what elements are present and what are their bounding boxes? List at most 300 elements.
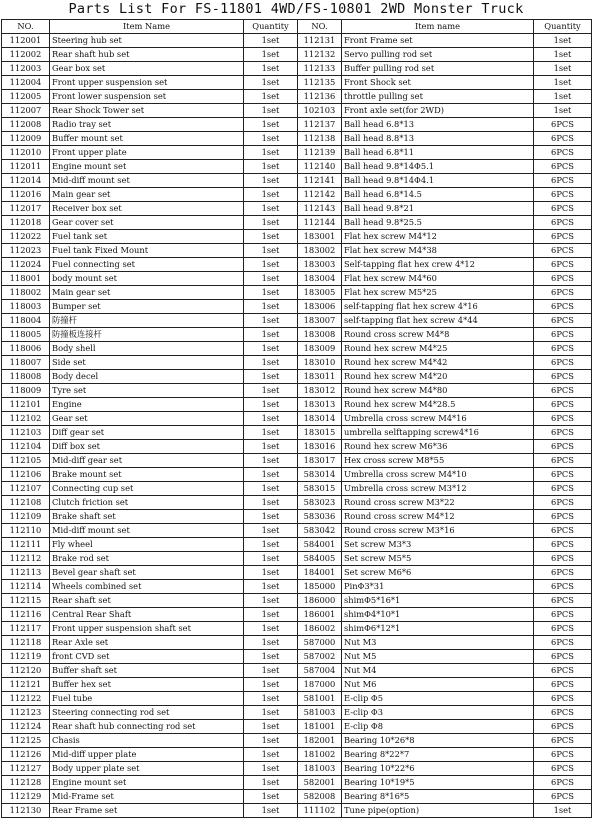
quantity: 1set <box>244 482 298 496</box>
part-number-right: 583042 <box>298 524 342 538</box>
quantity: 1set <box>244 496 298 510</box>
quantity: 1set <box>244 748 298 762</box>
part-number-right: 111102 <box>298 804 342 818</box>
table-row <box>2 384 592 398</box>
item-name: Front upper suspension shaft set <box>50 622 244 636</box>
quantity: 1set <box>244 90 298 104</box>
table-row <box>2 482 592 496</box>
part-number-right: 187000 <box>298 678 342 692</box>
item-name: Connecting cup set <box>50 482 244 496</box>
item-name-right: Umbrella cross screw M3*12 <box>342 482 534 496</box>
part-number: 118007 <box>2 356 50 370</box>
quantity: 1set <box>244 594 298 608</box>
part-number: 118004 <box>2 314 50 328</box>
quantity: 1set <box>244 524 298 538</box>
quantity-right: 6PCS <box>534 524 592 538</box>
quantity-right: 6PCS <box>534 762 592 776</box>
part-number-right: 186002 <box>298 622 342 636</box>
part-number: 112101 <box>2 398 50 412</box>
part-number: 112014 <box>2 174 50 188</box>
item-name-right: Round cross screw M3*16 <box>342 524 534 538</box>
table-row <box>2 48 592 62</box>
part-number-right: 112132 <box>298 48 342 62</box>
part-number-right: 112135 <box>298 76 342 90</box>
item-name-right: Round hex screw M6*36 <box>342 440 534 454</box>
item-name: Diff box set <box>50 440 244 454</box>
quantity-right: 6PCS <box>534 748 592 762</box>
quantity-right: 1set <box>534 62 592 76</box>
header-item-name-right: Item name <box>342 20 534 34</box>
quantity-right: 6PCS <box>534 398 592 412</box>
quantity-right: 1set <box>534 104 592 118</box>
quantity-right: 6PCS <box>534 692 592 706</box>
part-number: 112008 <box>2 118 50 132</box>
part-number: 112003 <box>2 62 50 76</box>
part-number: 112105 <box>2 454 50 468</box>
part-number-right: 112138 <box>298 132 342 146</box>
item-name: Mid-diff upper plate <box>50 748 244 762</box>
part-number-right: 183013 <box>298 398 342 412</box>
quantity: 1set <box>244 342 298 356</box>
quantity-right: 6PCS <box>534 678 592 692</box>
item-name: 防撞杆 <box>50 314 244 328</box>
quantity: 1set <box>244 454 298 468</box>
quantity-right: 6PCS <box>534 482 592 496</box>
item-name: Steering connecting rod set <box>50 706 244 720</box>
table-row <box>2 692 592 706</box>
quantity-right: 6PCS <box>534 132 592 146</box>
quantity: 1set <box>244 706 298 720</box>
header-quantity: Quantity <box>244 20 298 34</box>
part-number-right: 183011 <box>298 370 342 384</box>
part-number: 118003 <box>2 300 50 314</box>
table-row <box>2 160 592 174</box>
quantity: 1set <box>244 440 298 454</box>
quantity: 1set <box>244 48 298 62</box>
part-number: 112126 <box>2 748 50 762</box>
table-row <box>2 244 592 258</box>
part-number-right: 582001 <box>298 776 342 790</box>
quantity: 1set <box>244 370 298 384</box>
item-name-right: Set screw M6*6 <box>342 566 534 580</box>
part-number-right: 181002 <box>298 748 342 762</box>
item-name-right: Flat hex screw M4*38 <box>342 244 534 258</box>
table-row <box>2 762 592 776</box>
quantity-right: 1set <box>534 804 592 818</box>
part-number: 112116 <box>2 608 50 622</box>
part-number-right: 183017 <box>298 454 342 468</box>
quantity-right: 6PCS <box>534 314 592 328</box>
part-number-right: 581003 <box>298 706 342 720</box>
item-name-right: Ball head 9.8*14Φ4.1 <box>342 174 534 188</box>
quantity: 1set <box>244 398 298 412</box>
part-number: 112121 <box>2 678 50 692</box>
table-row <box>2 440 592 454</box>
item-name: Body decel <box>50 370 244 384</box>
item-name: Mid-Frame set <box>50 790 244 804</box>
item-name: Diff gear set <box>50 426 244 440</box>
quantity-right: 6PCS <box>534 356 592 370</box>
part-number: 118009 <box>2 384 50 398</box>
part-number-right: 186001 <box>298 608 342 622</box>
item-name-right: Ball head 9.8*25.5 <box>342 216 534 230</box>
item-name: Bumper set <box>50 300 244 314</box>
item-name-right: Front Frame set <box>342 34 534 48</box>
table-row <box>2 258 592 272</box>
item-name-right: Servo pulling rod set <box>342 48 534 62</box>
item-name: front CVD set <box>50 650 244 664</box>
table-row <box>2 538 592 552</box>
item-name-right: Ball head 9.8*14Φ5.1 <box>342 160 534 174</box>
quantity-right: 1set <box>534 76 592 90</box>
part-number: 112102 <box>2 412 50 426</box>
quantity: 1set <box>244 720 298 734</box>
quantity-right: 6PCS <box>534 608 592 622</box>
table-row <box>2 608 592 622</box>
part-number-right: 183014 <box>298 412 342 426</box>
quantity: 1set <box>244 762 298 776</box>
quantity-right: 6PCS <box>534 272 592 286</box>
quantity: 1set <box>244 468 298 482</box>
part-number: 112129 <box>2 790 50 804</box>
quantity-right: 6PCS <box>534 188 592 202</box>
table-row <box>2 300 592 314</box>
table-row <box>2 314 592 328</box>
part-number: 112005 <box>2 90 50 104</box>
item-name: Clutch friction set <box>50 496 244 510</box>
part-number-right: 584005 <box>298 552 342 566</box>
quantity-right: 6PCS <box>534 202 592 216</box>
table-row <box>2 510 592 524</box>
table-row <box>2 678 592 692</box>
item-name: Rear Frame set <box>50 804 244 818</box>
item-name-right: throttle pulling set <box>342 90 534 104</box>
part-number-right: 584001 <box>298 538 342 552</box>
part-number-right: 583014 <box>298 468 342 482</box>
quantity-right: 6PCS <box>534 146 592 160</box>
item-name-right: self-tapping flat hex screw 4*44 <box>342 314 534 328</box>
part-number: 112106 <box>2 468 50 482</box>
table-row <box>2 90 592 104</box>
part-number-right: 183008 <box>298 328 342 342</box>
quantity: 1set <box>244 510 298 524</box>
item-name-right: Umbrella cross screw M4*16 <box>342 412 534 426</box>
quantity-right: 6PCS <box>534 426 592 440</box>
part-number: 112112 <box>2 552 50 566</box>
part-number: 112123 <box>2 706 50 720</box>
item-name: Rear Axle set <box>50 636 244 650</box>
item-name-right: shimΦ6*12*1 <box>342 622 534 636</box>
quantity-right: 6PCS <box>534 412 592 426</box>
quantity-right: 6PCS <box>534 720 592 734</box>
part-number: 112103 <box>2 426 50 440</box>
item-name: Steering hub set <box>50 34 244 48</box>
item-name: Gear set <box>50 412 244 426</box>
part-number-right: 183007 <box>298 314 342 328</box>
quantity: 1set <box>244 314 298 328</box>
table-row <box>2 566 592 580</box>
quantity-right: 6PCS <box>534 622 592 636</box>
item-name: Tyre set <box>50 384 244 398</box>
part-number: 112010 <box>2 146 50 160</box>
item-name-right: Bearing 10*19*5 <box>342 776 534 790</box>
part-number: 112130 <box>2 804 50 818</box>
part-number-right: 587002 <box>298 650 342 664</box>
table-row <box>2 118 592 132</box>
quantity-right: 1set <box>534 34 592 48</box>
table-row <box>2 664 592 678</box>
item-name-right: Self-tapping flat hex crew 4*12 <box>342 258 534 272</box>
table-row <box>2 594 592 608</box>
quantity-right: 6PCS <box>534 174 592 188</box>
quantity-right: 6PCS <box>534 552 592 566</box>
part-number: 112024 <box>2 258 50 272</box>
part-number: 118005 <box>2 328 50 342</box>
part-number: 112004 <box>2 76 50 90</box>
item-name: Side set <box>50 356 244 370</box>
part-number: 112002 <box>2 48 50 62</box>
item-name-right: Round cross screw M4*8 <box>342 328 534 342</box>
item-name-right: Nut M5 <box>342 650 534 664</box>
part-number: 118006 <box>2 342 50 356</box>
quantity: 1set <box>244 412 298 426</box>
item-name: Central Rear Shaft <box>50 608 244 622</box>
part-number-right: 183009 <box>298 342 342 356</box>
item-name: Body shell <box>50 342 244 356</box>
item-name: Bevel gear shaft set <box>50 566 244 580</box>
table-row <box>2 146 592 160</box>
item-name: 防撞板连接杆 <box>50 328 244 342</box>
item-name-right: Front Shock set <box>342 76 534 90</box>
item-name-right: Front axle set(for 2WD) <box>342 104 534 118</box>
table-row <box>2 748 592 762</box>
part-number: 112011 <box>2 160 50 174</box>
quantity: 1set <box>244 286 298 300</box>
item-name: Main gear set <box>50 286 244 300</box>
part-number: 112018 <box>2 216 50 230</box>
table-row <box>2 790 592 804</box>
part-number: 112109 <box>2 510 50 524</box>
table-row <box>2 496 592 510</box>
part-number: 112016 <box>2 188 50 202</box>
item-name: Front lower suspension set <box>50 90 244 104</box>
item-name: Fuel connecting set <box>50 258 244 272</box>
quantity: 1set <box>244 636 298 650</box>
item-name-right: Round hex screw M4*80 <box>342 384 534 398</box>
quantity-right: 6PCS <box>534 286 592 300</box>
item-name: Buffer shaft set <box>50 664 244 678</box>
table-row <box>2 34 592 48</box>
item-name-right: self-tapping flat hex screw 4*16 <box>342 300 534 314</box>
item-name: Brake rod set <box>50 552 244 566</box>
quantity-right: 6PCS <box>534 342 592 356</box>
part-number: 112104 <box>2 440 50 454</box>
quantity: 1set <box>244 790 298 804</box>
quantity: 1set <box>244 426 298 440</box>
part-number: 112007 <box>2 104 50 118</box>
part-number-right: 186000 <box>298 594 342 608</box>
item-name: Radio tray set <box>50 118 244 132</box>
quantity-right: 6PCS <box>534 118 592 132</box>
table-row <box>2 62 592 76</box>
part-number-right: 185000 <box>298 580 342 594</box>
part-number: 112023 <box>2 244 50 258</box>
table-row <box>2 132 592 146</box>
part-number-right: 582008 <box>298 790 342 804</box>
quantity-right: 6PCS <box>534 734 592 748</box>
item-name: Gear box set <box>50 62 244 76</box>
quantity: 1set <box>244 356 298 370</box>
item-name-right: Round hex screw M4*42 <box>342 356 534 370</box>
item-name-right: Hex cross screw M8*55 <box>342 454 534 468</box>
table-row <box>2 188 592 202</box>
item-name: Engine <box>50 398 244 412</box>
part-number: 112009 <box>2 132 50 146</box>
quantity-right: 6PCS <box>534 706 592 720</box>
part-number-right: 112137 <box>298 118 342 132</box>
part-number-right: 583036 <box>298 510 342 524</box>
table-row <box>2 398 592 412</box>
item-name: Buffer hex set <box>50 678 244 692</box>
quantity-right: 6PCS <box>534 580 592 594</box>
item-name-right: Ball head 6.8*11 <box>342 146 534 160</box>
table-row <box>2 804 592 818</box>
table-row <box>2 454 592 468</box>
item-name-right: Round hex screw M4*25 <box>342 342 534 356</box>
part-number-right: 183006 <box>298 300 342 314</box>
header-no-right: NO. <box>298 20 342 34</box>
part-number-right: 183015 <box>298 426 342 440</box>
quantity: 1set <box>244 678 298 692</box>
part-number: 112127 <box>2 762 50 776</box>
quantity-right: 6PCS <box>534 384 592 398</box>
part-number-right: 183003 <box>298 258 342 272</box>
item-name: Fly wheel <box>50 538 244 552</box>
part-number: 112113 <box>2 566 50 580</box>
item-name-right: Bearing 10*26*8 <box>342 734 534 748</box>
table-row <box>2 356 592 370</box>
item-name-right: Umbrella cross screw M4*10 <box>342 468 534 482</box>
part-number-right: 581001 <box>298 692 342 706</box>
header-item-name: Item Name <box>50 20 244 34</box>
item-name: Fuel tank Fixed Mount <box>50 244 244 258</box>
table-row <box>2 468 592 482</box>
item-name: Body upper plate set <box>50 762 244 776</box>
item-name: Fuel tube <box>50 692 244 706</box>
item-name-right: Bearing 10*22*6 <box>342 762 534 776</box>
quantity-right: 6PCS <box>534 510 592 524</box>
quantity-right: 6PCS <box>534 258 592 272</box>
table-row <box>2 426 592 440</box>
quantity: 1set <box>244 300 298 314</box>
item-name: Rear shaft hub set <box>50 48 244 62</box>
quantity-right: 6PCS <box>534 496 592 510</box>
quantity: 1set <box>244 76 298 90</box>
item-name: Fuel tank set <box>50 230 244 244</box>
item-name: Mid-diff mount set <box>50 524 244 538</box>
item-name-right: Round cross screw M4*12 <box>342 510 534 524</box>
quantity-right: 6PCS <box>534 160 592 174</box>
item-name-right: shimΦ4*10*1 <box>342 608 534 622</box>
part-number-right: 112139 <box>298 146 342 160</box>
quantity-right: 6PCS <box>534 230 592 244</box>
part-number-right: 587000 <box>298 636 342 650</box>
part-number-right: 102103 <box>298 104 342 118</box>
quantity: 1set <box>244 160 298 174</box>
item-name-right: Flat hex screw M5*25 <box>342 286 534 300</box>
quantity: 1set <box>244 538 298 552</box>
item-name: Gear cover set <box>50 216 244 230</box>
part-number-right: 183005 <box>298 286 342 300</box>
item-name-right: Ball head 6.8*14.5 <box>342 188 534 202</box>
item-name: Chasis <box>50 734 244 748</box>
part-number: 118008 <box>2 370 50 384</box>
part-number-right: 183016 <box>298 440 342 454</box>
quantity: 1set <box>244 776 298 790</box>
quantity: 1set <box>244 188 298 202</box>
table-row <box>2 706 592 720</box>
quantity-right: 6PCS <box>534 776 592 790</box>
quantity-right: 1set <box>534 90 592 104</box>
table-row <box>2 202 592 216</box>
item-name-right: E-clip Φ3 <box>342 706 534 720</box>
item-name-right: Flat hex screw M4*12 <box>342 230 534 244</box>
part-number: 112122 <box>2 692 50 706</box>
part-number: 118001 <box>2 272 50 286</box>
table-header-row <box>2 20 592 34</box>
part-number-right: 583015 <box>298 482 342 496</box>
item-name: Mid-diff mount set <box>50 174 244 188</box>
quantity: 1set <box>244 734 298 748</box>
quantity: 1set <box>244 244 298 258</box>
table-row <box>2 328 592 342</box>
quantity: 1set <box>244 174 298 188</box>
part-number-right: 112140 <box>298 160 342 174</box>
item-name-right: Set screw M3*3 <box>342 538 534 552</box>
part-number: 112124 <box>2 720 50 734</box>
header-quantity-right: Quantity <box>534 20 592 34</box>
part-number-right: 181001 <box>298 720 342 734</box>
part-number-right: 183004 <box>298 272 342 286</box>
header-no: NO. <box>2 20 50 34</box>
quantity-right: 1set <box>534 48 592 62</box>
quantity: 1set <box>244 622 298 636</box>
quantity: 1set <box>244 132 298 146</box>
quantity: 1set <box>244 34 298 48</box>
item-name-right: Round hex screw M4*28.5 <box>342 398 534 412</box>
item-name: Rear Shock Tower set <box>50 104 244 118</box>
quantity: 1set <box>244 664 298 678</box>
part-number: 112120 <box>2 664 50 678</box>
quantity: 1set <box>244 202 298 216</box>
quantity-right: 6PCS <box>534 300 592 314</box>
item-name: Receiver box set <box>50 202 244 216</box>
item-name: Brake mount set <box>50 468 244 482</box>
part-number-right: 587004 <box>298 664 342 678</box>
part-number-right: 183001 <box>298 230 342 244</box>
table-row <box>2 342 592 356</box>
item-name-right: PinΦ3*31 <box>342 580 534 594</box>
quantity-right: 6PCS <box>534 636 592 650</box>
quantity: 1set <box>244 258 298 272</box>
page-title: Parts List For FS-11801 4WD/FS-10801 2WD Monster Truck <box>68 1 524 17</box>
table-body <box>2 34 592 818</box>
part-number: 112128 <box>2 776 50 790</box>
item-name-right: Tune pipe(option) <box>342 804 534 818</box>
quantity-right: 6PCS <box>534 440 592 454</box>
item-name-right: E-clip Φ5 <box>342 692 534 706</box>
table-row <box>2 272 592 286</box>
